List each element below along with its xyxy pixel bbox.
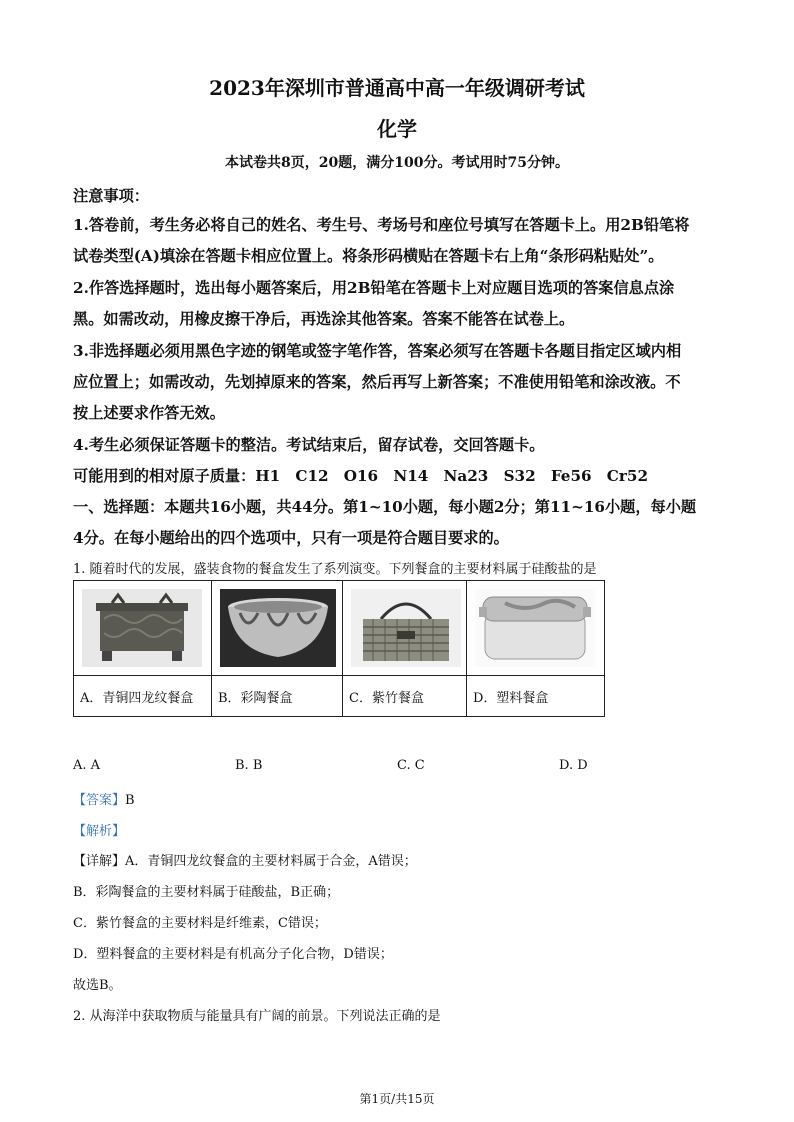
notice-line: 3.非选择题必须用黑色字迹的钢笔或签字笔作答，答案必须写在答题卡各题目指定区域内相 (73, 342, 682, 360)
detail-line: A．青铜四龙纹餐盒的主要材料属于合金，A错误； (125, 854, 417, 869)
painted-pottery-bowl-picture (220, 589, 336, 667)
option-c-label: C．紫竹餐盒 (343, 676, 467, 717)
option-a-label: A．青铜四龙纹餐盒 (74, 676, 212, 717)
option-d-label: D．塑料餐盒 (467, 676, 605, 717)
option-b-image (212, 581, 343, 676)
detail-line: C．紫竹餐盒的主要材料是纤维素，C错误； (73, 916, 327, 931)
choice-d[interactable]: D. D (559, 758, 588, 773)
bronze-box-picture (82, 589, 202, 667)
page-title: 2023年深圳市普通高中高一年级调研考试 (209, 76, 585, 100)
question-2-stem: 2. 从海洋中获取物质与能量具有广阔的前景。下列说法正确的是 (73, 1009, 441, 1024)
bamboo-basket-picture (351, 589, 461, 667)
option-a-image (74, 581, 212, 676)
question-1-options-table (73, 580, 605, 717)
section-heading: 一、选择题：本题共16小题，共44分。第1~10小题，每小题2分；第11~16小题，每小题 (73, 498, 697, 516)
analysis-tag: 【解析】 (73, 824, 126, 839)
detail-line: D．塑料餐盒的主要材料是有机高分子化合物，D错误； (73, 947, 393, 962)
detail-line: B．彩陶餐盒的主要材料属于硅酸盐，B正确； (73, 885, 340, 900)
answer-tag: 【答案】 (73, 793, 126, 808)
answer-row (73, 789, 135, 808)
notice-line: 应位置上；如需改动，先划掉原来的答案，然后再写上新答案；不准使用铅笔和涂改液。不 (73, 373, 681, 391)
notice-line: 黑。如需改动，用橡皮擦干净后，再选涂其他答案。答案不能答在试卷上。 (73, 310, 575, 328)
notice-line: 1.答卷前，考生务必将自己的姓名、考生号、考场号和座位号填写在答题卡上。用2B铅笔将 (73, 216, 690, 234)
option-b-label: B．彩陶餐盒 (212, 676, 343, 717)
choice-b[interactable]: B. B (235, 758, 263, 773)
notice-line: 2.作答选择题时，选出每小题答案后，用2B铅笔在答题卡上对应题目选项的答案信息点涂 (73, 279, 675, 297)
detail-tag: 【详解】 (73, 854, 126, 869)
answer-value: B (125, 793, 135, 808)
option-d-image (467, 581, 605, 676)
option-c-image (343, 581, 467, 676)
question-1-stem: 1. 随着时代的发展，盛装食物的餐盒发生了系列演变。下列餐盒的主要材料属于硅酸盐的是 (73, 562, 597, 577)
notice-line: 4.考生必须保证答题卡的整洁。考试结束后，留存试卷，交回答题卡。 (73, 436, 545, 454)
choice-a[interactable]: A. A (73, 758, 101, 773)
subject-title: 化学 (377, 117, 417, 141)
section-heading-cont: 4分。在每小题给出的四个选项中，只有一项是符合题目要求的。 (73, 529, 509, 547)
detail-conclusion: 故选B。 (73, 978, 122, 993)
page-number: 第1页/共15页 (359, 1092, 435, 1106)
notice-line: 试卷类型(A)填涂在答题卡相应位置上。将条形码横贴在答题卡右上角“条形码粘贴处”。 (73, 247, 664, 265)
atomic-masses: 可能用到的相对原子质量：H1 C12 O16 N14 Na23 S32 Fe56 Cr52 (73, 467, 649, 485)
plastic-box-picture (475, 589, 595, 667)
detail-row (73, 850, 417, 869)
notice-heading: 注意事项： (73, 187, 149, 205)
exam-info: 本试卷共8页，20题，满分100分。考试用时75分钟。 (225, 155, 569, 171)
choice-c[interactable]: C. C (397, 758, 425, 773)
notice-line: 按上述要求作答无效。 (73, 404, 225, 422)
